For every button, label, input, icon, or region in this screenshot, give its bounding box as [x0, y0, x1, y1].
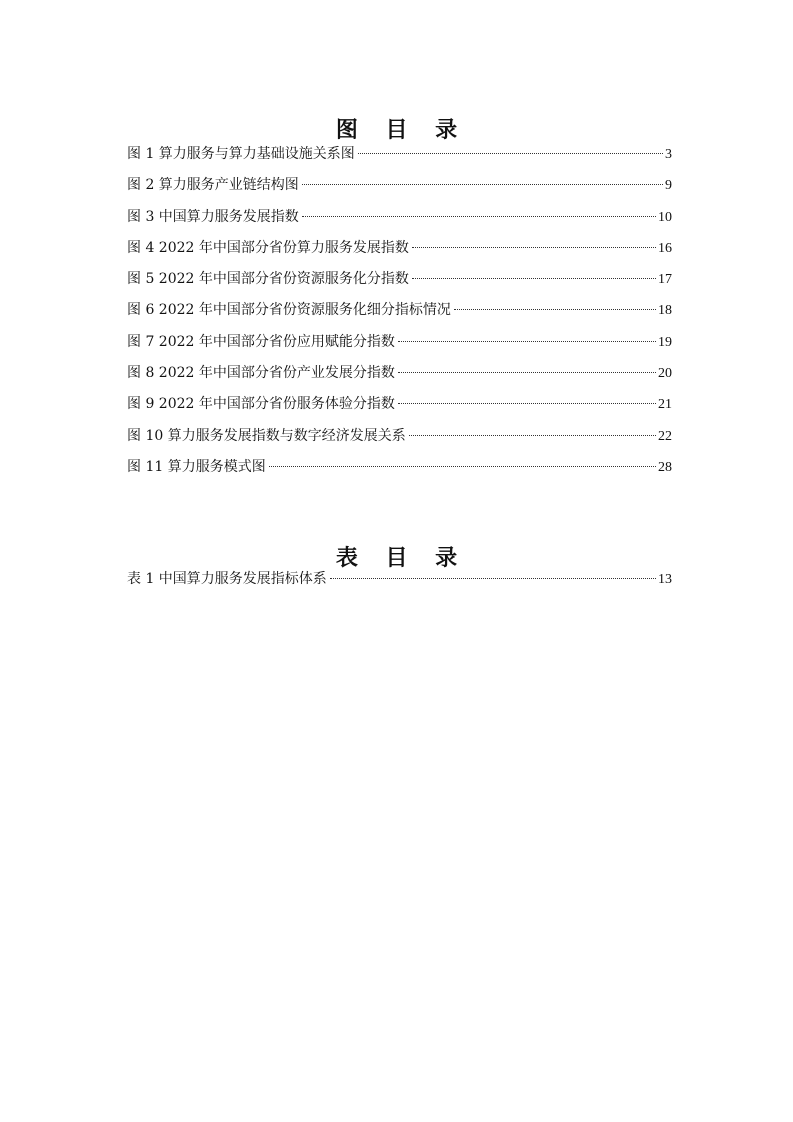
dot-leader [302, 184, 663, 185]
figure-list-entry[interactable] [127, 143, 672, 174]
toc-entry-label: 图 1 算力服务与算力基础设施关系图 [127, 146, 355, 162]
toc-entry-label: 图 11 算力服务模式图 [127, 458, 266, 475]
figure-list-entry[interactable] [127, 299, 672, 330]
toc-entry-page-number: 13 [658, 572, 672, 587]
toc-entry-page-number: 16 [658, 240, 672, 256]
dot-leader [412, 278, 656, 279]
toc-entry-label: 图 5 2022 年中国部分省份资源服务化分指数 [127, 271, 409, 288]
toc-entry-label: 图 3 中国算力服务发展指数 [127, 208, 299, 225]
figure-list-entry[interactable] [127, 456, 672, 487]
table-list [127, 568, 672, 599]
figure-list-entry[interactable] [127, 393, 672, 424]
toc-entry-label: 图 7 2022 年中国部分省份应用赋能分指数 [127, 333, 395, 350]
figure-list-entry[interactable] [127, 206, 672, 237]
dot-leader [398, 403, 656, 404]
toc-entry-page-number: 28 [658, 459, 672, 475]
toc-entry-page-number: 21 [658, 397, 672, 413]
toc-entry-page-number: 10 [658, 209, 672, 225]
toc-entry-label: 图 9 2022 年中国部分省份服务体验分指数 [127, 396, 395, 413]
figure-list-entry[interactable] [127, 362, 672, 393]
toc-entry-label: 表 1 中国算力服务发展指标体系 [127, 571, 327, 587]
figure-list-entry[interactable] [127, 425, 672, 456]
table-list-entry[interactable] [127, 568, 672, 599]
dot-leader [409, 435, 656, 436]
figure-list-entry[interactable] [127, 331, 672, 362]
toc-entry-page-number: 20 [658, 366, 672, 382]
figure-list-title: 图 目 录 [335, 117, 468, 143]
table-list-title: 表 目 录 [335, 545, 468, 571]
toc-entry-page-number: 22 [658, 428, 672, 444]
dot-leader [454, 309, 656, 310]
dot-leader [358, 153, 663, 154]
toc-entry-label: 图 10 算力服务发展指数与数字经济发展关系 [127, 427, 406, 444]
dot-leader [302, 216, 656, 217]
dot-leader [398, 341, 656, 342]
dot-leader [269, 466, 656, 467]
toc-entry-label: 图 2 算力服务产业链结构图 [127, 177, 299, 194]
toc-entry-page-number: 9 [665, 178, 672, 194]
figure-list-entry[interactable] [127, 237, 672, 268]
dot-leader [412, 247, 656, 248]
toc-entry-page-number: 18 [658, 303, 672, 319]
figure-list-entry[interactable] [127, 268, 672, 299]
toc-entry-label: 图 6 2022 年中国部分省份资源服务化细分指标情况 [127, 302, 451, 319]
figure-list-entry[interactable] [127, 174, 672, 205]
toc-entry-label: 图 4 2022 年中国部分省份算力服务发展指数 [127, 239, 409, 256]
toc-entry-page-number: 3 [665, 147, 672, 162]
toc-entry-label: 图 8 2022 年中国部分省份产业发展分指数 [127, 365, 395, 382]
toc-entry-page-number: 17 [658, 272, 672, 288]
figure-list [127, 143, 672, 487]
toc-entry-page-number: 19 [658, 334, 672, 350]
dot-leader [330, 578, 656, 579]
dot-leader [398, 372, 656, 373]
